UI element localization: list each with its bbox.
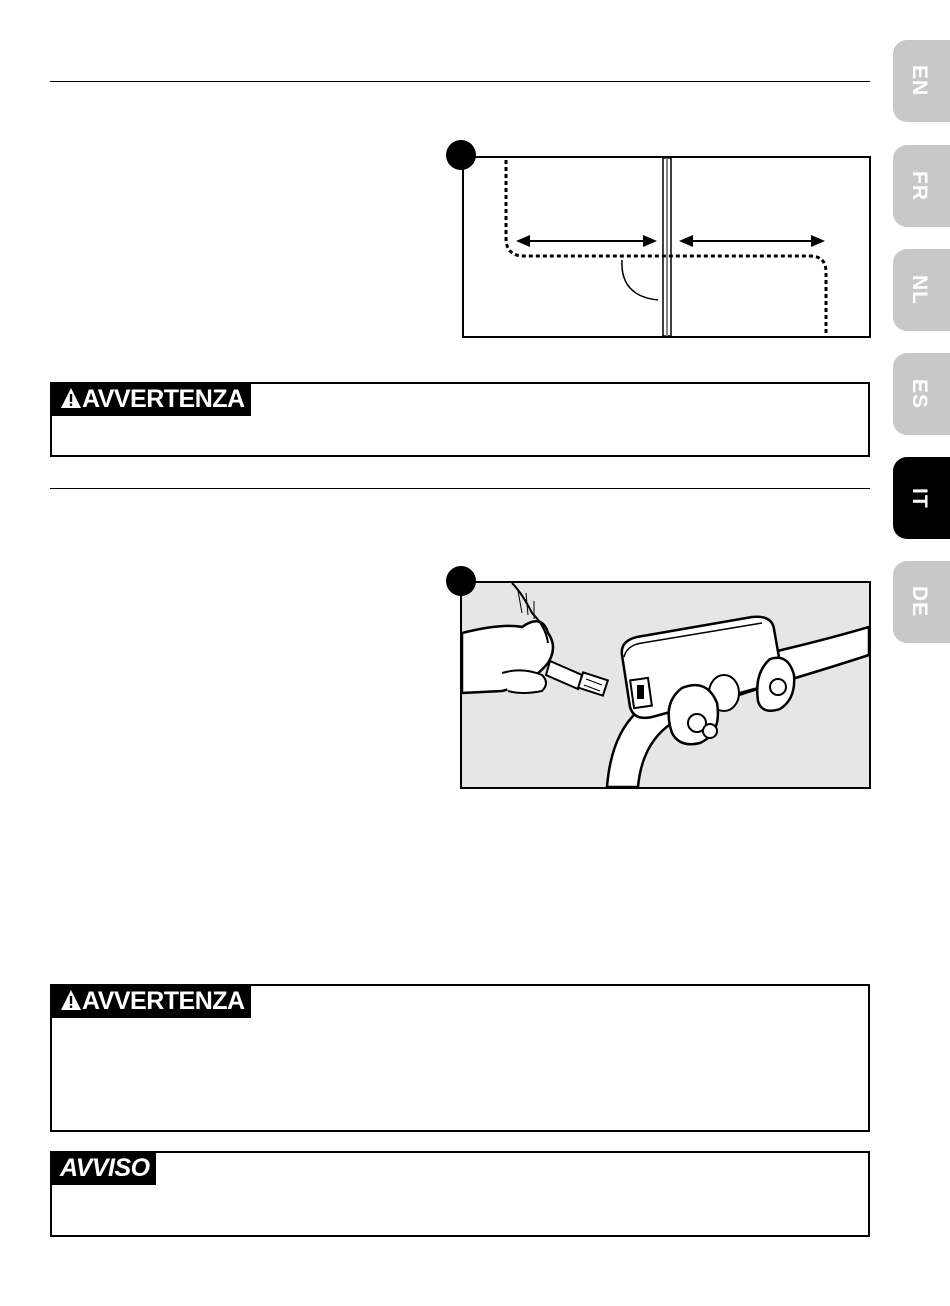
- section-divider-2: [50, 488, 870, 489]
- lang-tab-label: DE: [908, 586, 931, 618]
- section-divider-1: [50, 81, 870, 82]
- warning-triangle-icon: [60, 989, 82, 1011]
- lang-tab-label: EN: [908, 65, 931, 97]
- notice-box: [50, 1151, 870, 1237]
- figure-number-badge-2: [446, 566, 476, 596]
- figure-wire-layout: [462, 156, 871, 338]
- lang-tab-en[interactable]: [893, 40, 950, 122]
- warning-label-2: [52, 986, 251, 1018]
- lang-tab-fr[interactable]: [893, 145, 950, 227]
- lang-tab-label: FR: [908, 171, 931, 201]
- warning-label-1: [52, 384, 251, 416]
- lang-tab-de[interactable]: [893, 561, 950, 643]
- lang-tab-it[interactable]: [893, 457, 950, 539]
- warning-triangle-icon: [60, 387, 82, 409]
- warning-label-text-1: AVVERTENZA: [82, 385, 245, 413]
- figure-connector-illustration: [460, 581, 871, 789]
- lang-tab-nl[interactable]: [893, 249, 950, 331]
- lang-tab-es[interactable]: [893, 353, 950, 435]
- warning-label-text-2: AVVERTENZA: [82, 987, 245, 1015]
- notice-label: AVVISO: [52, 1153, 156, 1185]
- warning-box-1: [50, 382, 870, 457]
- figure-number-badge-1: [446, 140, 476, 170]
- lang-tab-label: ES: [908, 378, 931, 409]
- lang-tab-label: NL: [908, 275, 931, 305]
- warning-box-2: [50, 984, 870, 1132]
- lang-tab-label: IT: [908, 487, 931, 509]
